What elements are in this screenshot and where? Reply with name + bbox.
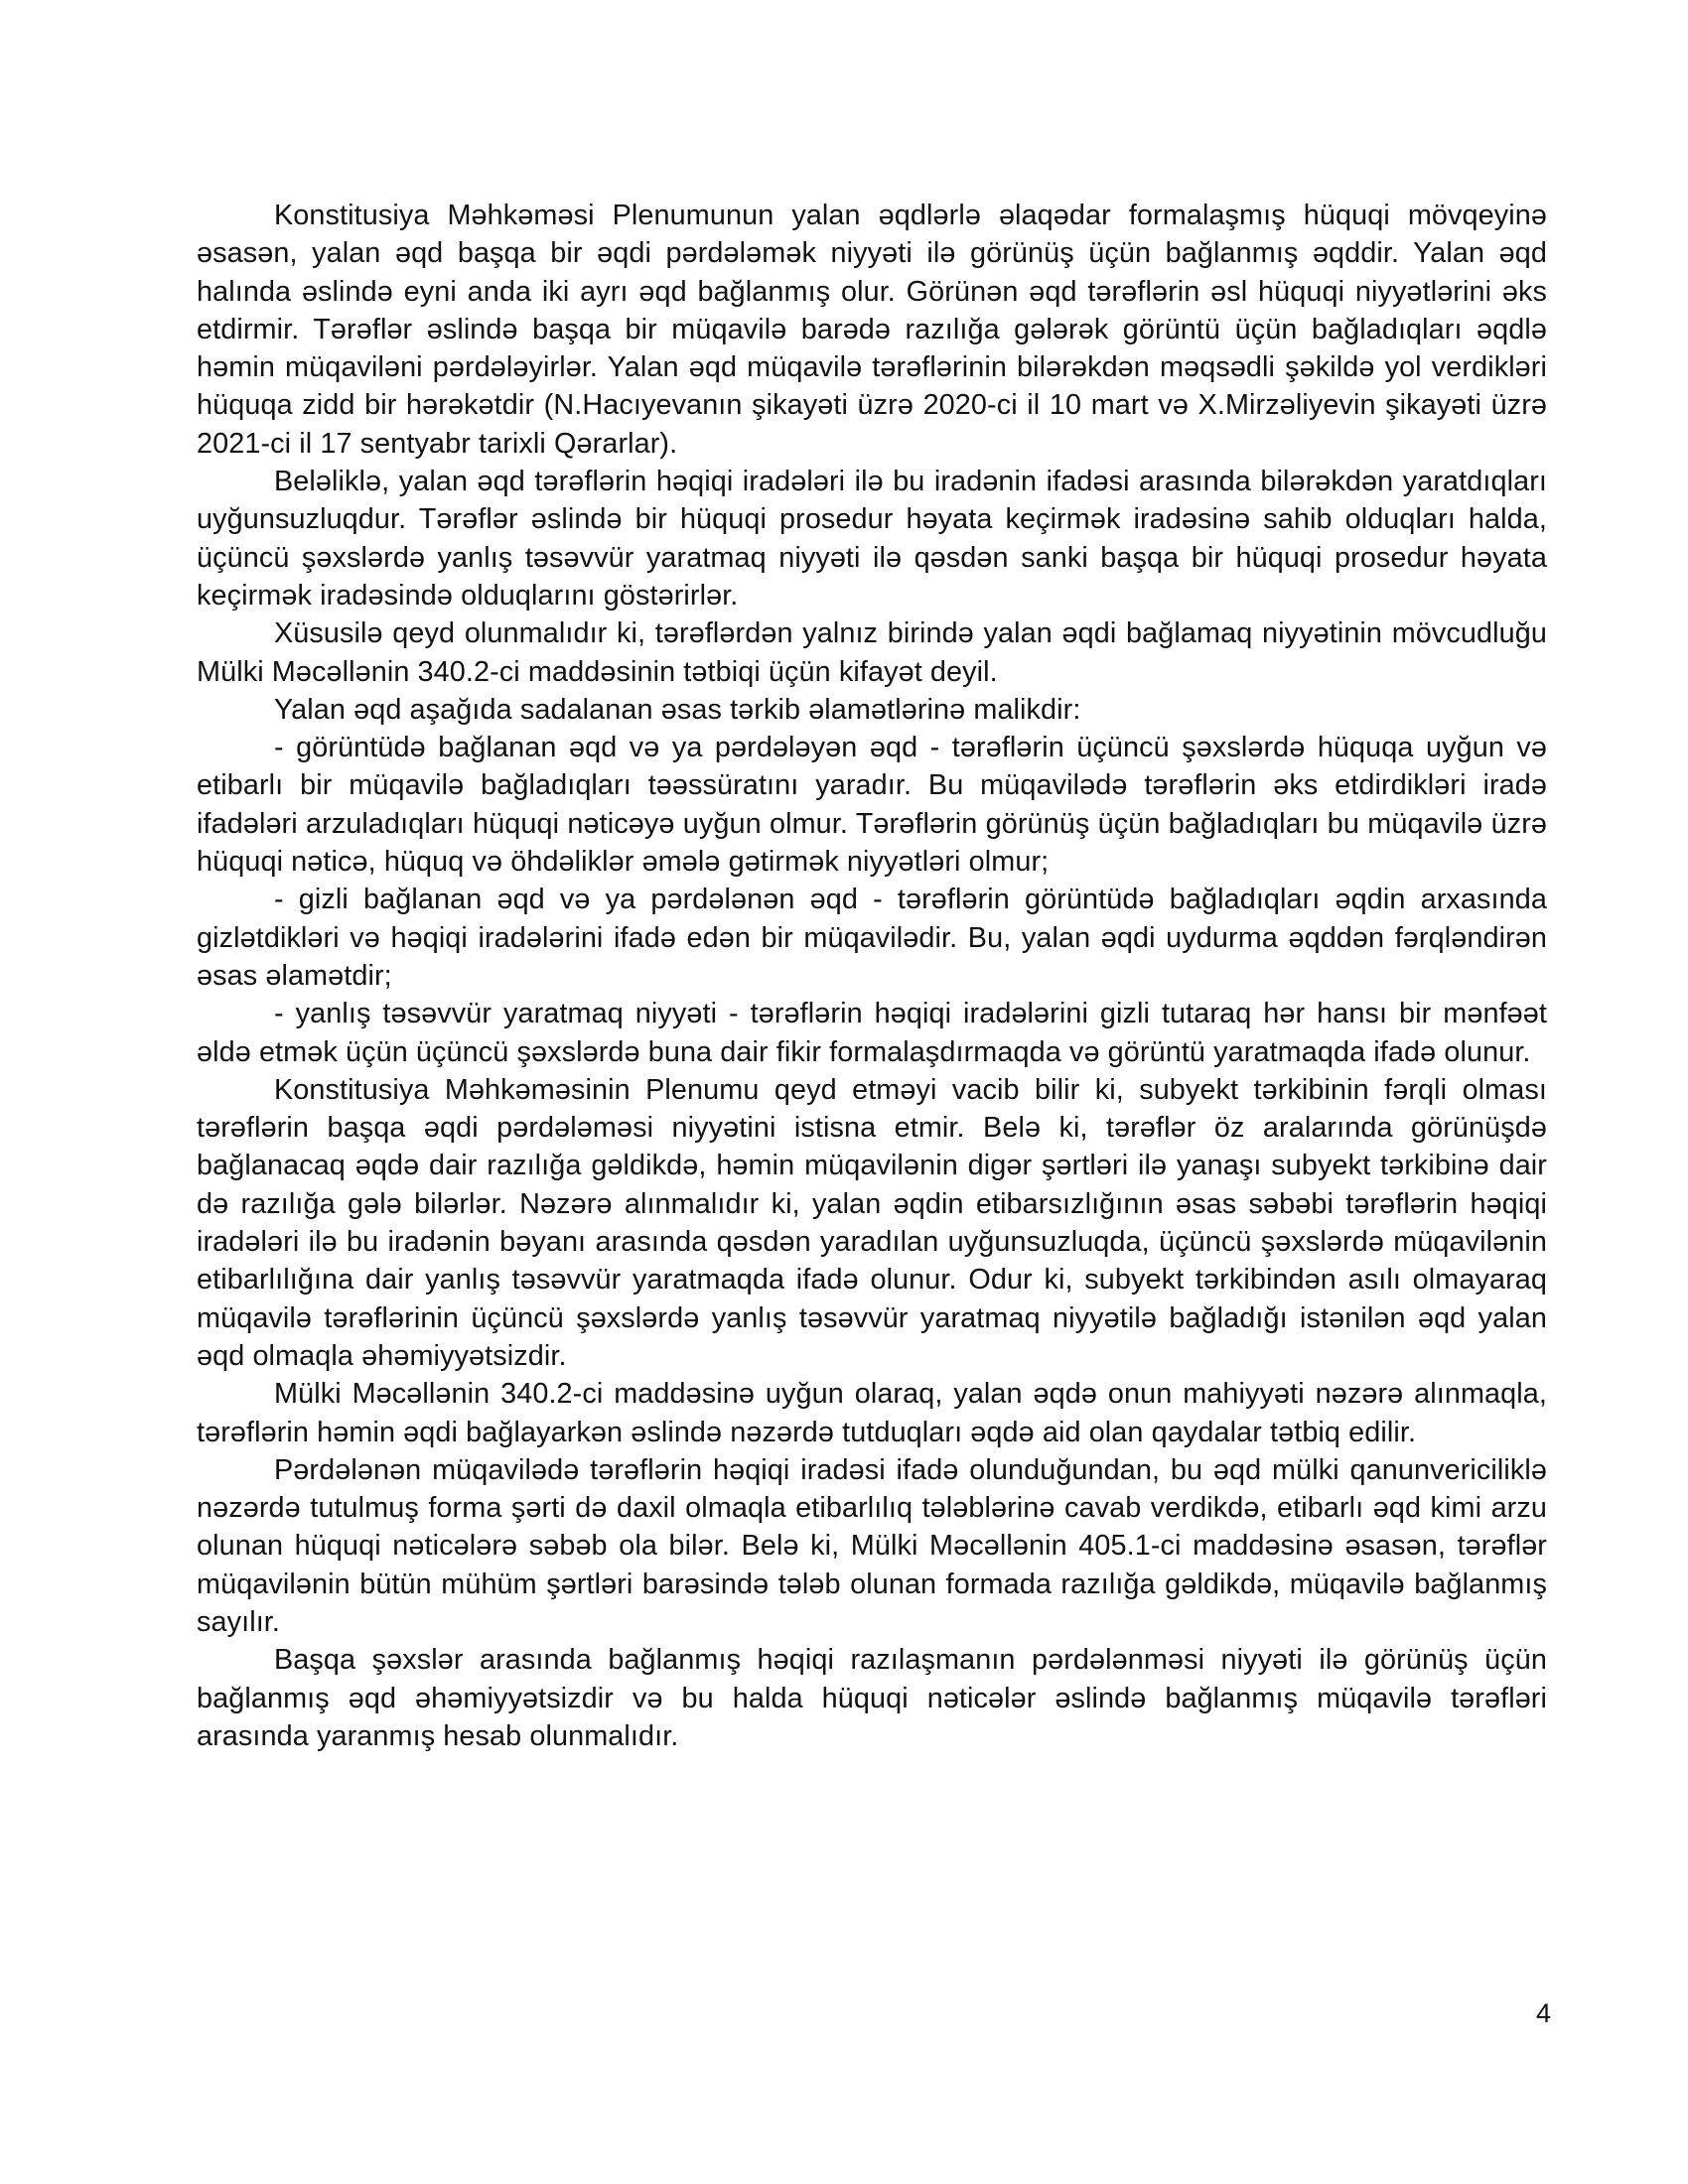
- paragraph: Konstitusiya Məhkəməsinin Plenumu qeyd etməyi vacib bilir ki, subyekt tərkibinin fərqli olması tərəflərin başqa əqdi pərdələməsi niyyətini istisna etmir. Belə ki, tərəflər öz aralarında görünüşdə bağlanacaq əqdə dair razılığa gəldikdə, həmin müqavilənin digər şərtləri ilə yanaşı subyekt tərkibinə dair də razılığa gələ bilərlər. Nəzərə alınmalıdır ki, yalan əqdin etibarsızlığının əsas səbəbi tərəflərin həqiqi iradələri ilə bu iradənin bəyanı arasında qəsdən yaradılan uyğunsuzluqda, üçüncü şəxslərdə müqavilənin etibarlılığına dair yanlış təsəvvür yaratmaqda ifadə olunur. Odur ki, subyekt tərkibindən asılı olmayaraq müqavilə tərəflərinin üçüncü şəxslərdə yanlış təsəvvür yaratmaq niyyətilə bağladığı istənilən əqd yalan əqd olmaqla əhəmiyyətsizdir.: [197, 1073, 1547, 1372]
- page-number: 4: [1535, 1998, 1551, 2028]
- paragraph: Pərdələnən müqavilədə tərəflərin həqiqi iradəsi ifadə olunduğundan, bu əqd mülki qanunvericiliklə nəzərdə tutulmuş forma şərti də daxil olmaqla etibarlılıq tələblərinə cavab verdikdə, etibarlı əqd kimi arzu olunan hüquqi nəticələrə səbəb ola bilər. Belə ki, Mülki Məcəllənin 405.1-ci maddəsinə əsasən, tərəflər müqavilənin bütün mühüm şərtləri barəsində tələb olunan formada razılığa gəldikdə, müqavilə bağlanmış sayılır.: [197, 1453, 1547, 1638]
- paragraph: Başqa şəxslər arasında bağlanmış həqiqi razılaşmanın pərdələnməsi niyyəti ilə görünüş üçün bağlanmış əqd əhəmiyyətsizdir və bu halda hüquqi nəticələr əslində bağlanmış müqavilə tərəfləri arasında yaranmış hesab olunmalıdır.: [197, 1644, 1547, 1752]
- paragraph: Konstitusiya Məhkəməsi Plenumunun yalan əqdlərlə əlaqədar formalaşmış hüquqi mövqeyinə əsasən, yalan əqd başqa bir əqdi pərdələmək niyyəti ilə görünüş üçün bağlanmış əqddir. Yalan əqd halında əslində eyni anda iki ayrı əqd bağlanmış olur. Görünən əqd tərəflərin əsl hüquqi niyyətlərini əks etdirmir. Tərəflər əslində başqa bir müqavilə barədə razılığa gələrək görüntü üçün bağladıqları əqdlə həmin müqaviləni pərdələyirlər. Yalan əqd müqavilə tərəflərinin bilərəkdən məqsədli şəkildə yol verdikləri hüquqa zidd bir hərəkətdir (N.Hacıyevanın şikayəti üzrə 2020-ci il 10 mart və X.Mirzəliyevin şikayəti üzrə 2021-ci il 17 sentyabr tarixli Qərarlar).: [197, 200, 1547, 460]
- list-item-paragraph: - görüntüdə bağlanan əqd və ya pərdələyən əqd - tərəflərin üçüncü şəxslərdə hüquqa uyğun və etibarlı bir müqavilə bağladıqları təəssüratını yaradır. Bu müqavilədə tərəflərin əks etdirdikləri iradə ifadələri arzuladıqları hüquqi nəticəyə uyğun olmur. Tərəflərin görünüş üçün bağladıqları bu müqavilə üzrə hüquqi nəticə, hüquq və öhdəliklər əmələ gətirmək niyyətləri olmur;: [197, 732, 1547, 879]
- paragraph: Beləliklə, yalan əqd tərəflərin həqiqi iradələri ilə bu iradənin ifadəsi arasında bilərəkdən yaratdıqları uyğunsuzluqdur. Tərəflər əslində bir hüquqi prosedur həyata keçirmək iradəsinə sahib olduqları halda, üçüncü şəxslərdə yanlış təsəvvür yaratmaq niyyəti ilə qəsdən sanki başqa bir hüquqi prosedur həyata keçirmək iradəsində olduqlarını göstərirlər.: [197, 466, 1547, 612]
- list-item-paragraph: - yanlış təsəvvür yaratmaq niyyəti - tərəflərin həqiqi iradələrini gizli tutaraq hər hansı bir mənfəət əldə etmək üçün üçüncü şəxslərdə buna dair fikir formalaşdırmaqda və görüntü yaratmaqda ifadə olunur.: [197, 998, 1547, 1068]
- list-item-paragraph: - gizli bağlanan əqd və ya pərdələnən əqd - tərəflərin görüntüdə bağladıqları əqdin arxasında gizlətdikləri və həqiqi iradələrini ifadə edən bir müqavilədir. Bu, yalan əqdi uydurma əqddən fərqləndirən əsas əlamətdir;: [197, 884, 1547, 992]
- paragraph: Yalan əqd aşağıda sadalanan əsas tərkib əlamətlərinə malikdir:: [274, 693, 1081, 726]
- document-body: [197, 197, 1547, 1755]
- paragraph: Mülki Məcəllənin 340.2-ci maddəsinə uyğun olaraq, yalan əqdə onun mahiyyəti nəzərə alınmaqla, tərəflərin həmin əqdi bağlayarkən əslində nəzərdə tutduqları əqdə aid olan qaydalar tətbiq edilir.: [197, 1378, 1547, 1448]
- paragraph: Xüsusilə qeyd olunmalıdır ki, tərəflərdən yalnız birində yalan əqdi bağlamaq niyyətinin mövcudluğu Mülki Məcəllənin 340.2-ci maddəsinin tətbiqi üçün kifayət deyil.: [197, 617, 1547, 688]
